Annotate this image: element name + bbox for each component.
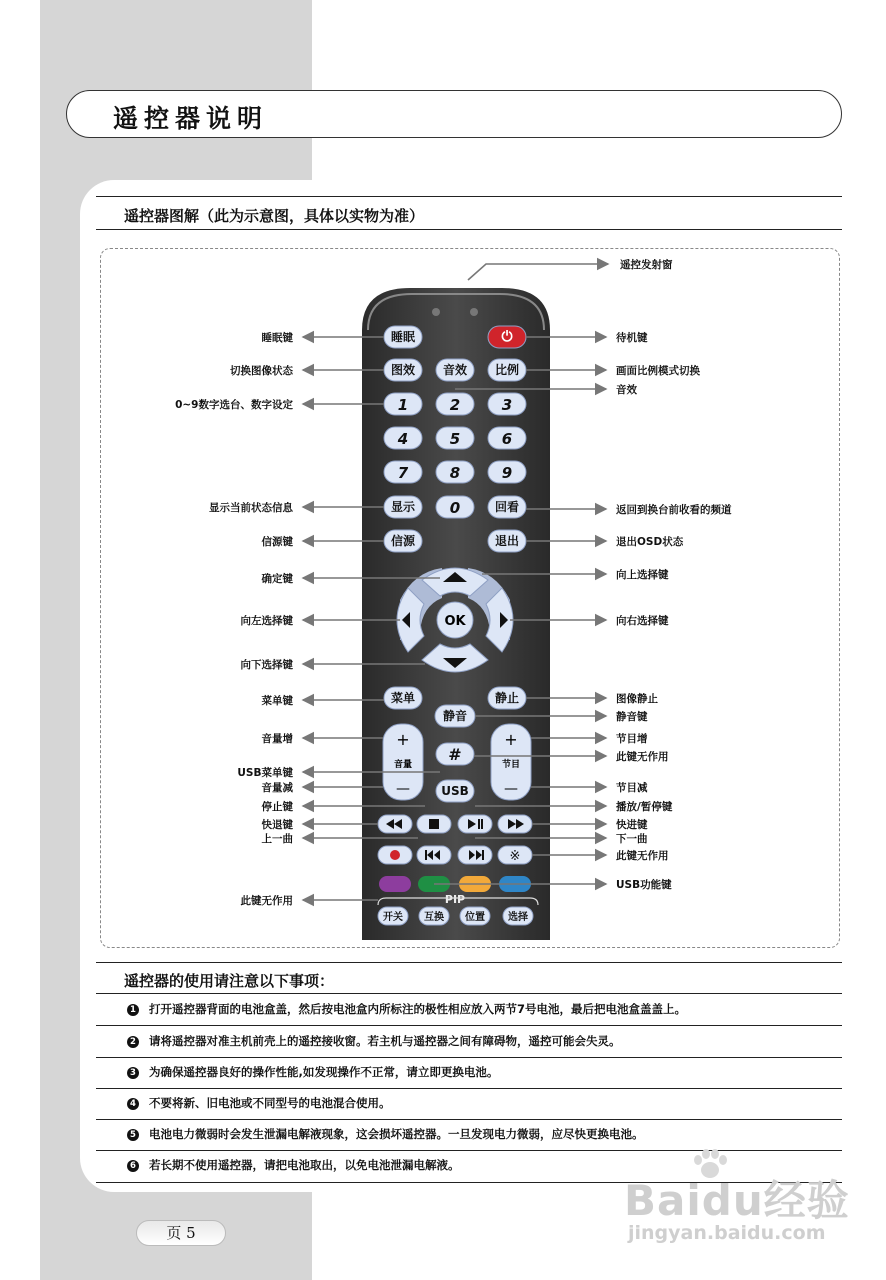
callout-label: 菜单键 — [261, 695, 293, 707]
picture-label: 图效 — [390, 363, 416, 377]
asterisk-icon — [510, 849, 521, 864]
callout-label: 此键无作用 — [240, 895, 293, 907]
callout-label: 静音键 — [616, 711, 648, 723]
sound-button[interactable] — [436, 359, 474, 381]
asterisk-button[interactable] — [498, 846, 532, 864]
divider — [96, 962, 842, 963]
usb-button[interactable] — [436, 780, 474, 802]
note-item — [127, 1001, 686, 1017]
callout-label: 音效 — [616, 384, 637, 396]
note-number-badge: 4 — [127, 1098, 139, 1110]
ir-led — [470, 308, 478, 316]
digit-3-label: 3 — [501, 396, 513, 414]
divider — [96, 993, 842, 994]
sound-label: 音效 — [442, 363, 468, 377]
digit-6-button[interactable] — [488, 427, 526, 449]
digit-5-button[interactable] — [436, 427, 474, 449]
note-text: 若长期不使用遥控器，请把电池取出，以免电池泄漏电解液。 — [149, 1158, 460, 1172]
note-item — [127, 1095, 391, 1111]
pip-position-label: 位置 — [465, 912, 485, 923]
watermark-url: jingyan.baidu.com — [628, 1222, 826, 1244]
recall-label: 回看 — [494, 500, 520, 514]
rewind-button[interactable] — [378, 815, 412, 833]
callout-label: 上一曲 — [261, 833, 293, 845]
note-text: 为确保遥控器良好的操作性能,如发现操作不正常，请立即更换电池。 — [149, 1065, 499, 1079]
note-text: 请将遥控器对准主机前壳上的遥控接收窗。若主机与遥控器之间有障碍物，遥控可能会失灵。 — [149, 1034, 621, 1048]
page-title: 遥控器说明 — [113, 104, 269, 133]
source-label: 信源 — [390, 534, 416, 548]
power-label: ⏻ — [501, 329, 513, 345]
pip-onoff-label: 开关 — [383, 912, 403, 923]
note-text: 不要将新、旧电池或不同型号的电池混合使用。 — [149, 1096, 391, 1110]
callout-label: 向左选择键 — [240, 615, 293, 627]
note-number-badge: 2 — [127, 1036, 139, 1048]
callout-label: 信源键 — [261, 536, 293, 548]
record-icon — [390, 850, 400, 860]
callout-label: 图像静止 — [616, 693, 658, 705]
callout-label: 确定键 — [261, 573, 293, 585]
callout-label: 向右选择键 — [616, 615, 669, 627]
callout-label: USB功能键 — [616, 879, 672, 891]
callout-arrow — [468, 264, 608, 280]
freeze-button[interactable] — [488, 687, 526, 709]
note-number-badge: 6 — [127, 1160, 139, 1172]
pip-onoff-button[interactable] — [378, 907, 408, 925]
stop-button[interactable] — [417, 815, 451, 833]
callout-label: 快退键 — [261, 819, 293, 831]
next-button[interactable] — [458, 846, 492, 864]
digit-8-button[interactable] — [436, 461, 474, 483]
vol-minus: — — [396, 781, 410, 797]
digit-0-button[interactable] — [436, 496, 474, 518]
callout-label: USB菜单键 — [237, 767, 293, 779]
digit-7-label: 7 — [397, 464, 409, 482]
callout-label: 下一曲 — [616, 833, 648, 845]
ok-button[interactable] — [437, 602, 473, 638]
previous-button[interactable] — [417, 846, 451, 864]
digit-7-button[interactable] — [384, 461, 422, 483]
callout-label: 音量增 — [261, 733, 293, 745]
digit-4-label: 4 — [397, 430, 409, 448]
note-number-badge: 1 — [127, 1004, 139, 1016]
display-label: 显示 — [390, 500, 416, 514]
digit-4-button[interactable] — [384, 427, 422, 449]
divider — [96, 1150, 842, 1151]
menu-label: 菜单 — [390, 691, 416, 705]
ch-minus: — — [504, 781, 518, 797]
digit-1-button[interactable] — [384, 393, 422, 415]
ch-label: 节目 — [501, 760, 521, 770]
digit-9-button[interactable] — [488, 461, 526, 483]
exit-label: 退出 — [494, 534, 520, 548]
callout-label: 此键无作用 — [616, 850, 669, 862]
note-item — [127, 1064, 498, 1080]
note-text: 打开遥控器背面的电池盒盖，然后按电池盒内所标注的极性相应放入两节7号电池，最后把电池盒盖盖上。 — [149, 1002, 686, 1016]
record-button[interactable] — [378, 846, 412, 864]
note-text: 电池电力微弱时会发生泄漏电解液现象，这会损坏遥控器。一旦发现电力微弱，应尽快更换电池。 — [149, 1127, 644, 1141]
digit-5-label: 5 — [449, 430, 461, 448]
digit-2-button[interactable] — [436, 393, 474, 415]
pip-select-label: 选择 — [508, 912, 528, 923]
callout-label: 此键无作用 — [616, 751, 669, 763]
hash-label: # — [448, 745, 462, 764]
freeze-label: 静止 — [494, 691, 520, 705]
play-pause-button[interactable] — [458, 815, 492, 833]
recall-button[interactable] — [488, 496, 526, 518]
usb-label: USB — [441, 784, 469, 798]
svg-text:※: ※ — [509, 849, 521, 864]
digit-1-label: 1 — [397, 396, 409, 414]
source-button[interactable] — [384, 530, 422, 552]
callout-label: 节目增 — [616, 733, 648, 745]
notes-section-title: 遥控器的使用请注意以下事项： — [124, 972, 335, 990]
callout-label: 0~9数字选台、数字设定 — [175, 399, 293, 411]
sleep-label: 睡眠 — [390, 330, 416, 344]
callout-label: 播放/暂停键 — [616, 801, 673, 813]
callout-label: 向上选择键 — [616, 569, 669, 581]
sleep-button[interactable] — [384, 326, 422, 348]
diagram-section-title: 遥控器图解（此为示意图，具体以实物为准） — [124, 207, 425, 225]
callout-label: 切换图像状态 — [230, 365, 293, 377]
callout-label: 快进键 — [616, 819, 648, 831]
volume-rocker[interactable] — [383, 724, 423, 800]
callout-label: 退出OSD状态 — [616, 536, 684, 548]
vol-label: 音量 — [393, 760, 413, 770]
callout-label: 停止键 — [261, 801, 293, 813]
ir-led — [432, 308, 440, 316]
watermark-logo: Baidu经验 — [624, 1176, 850, 1225]
ratio-button[interactable] — [488, 359, 526, 381]
power-button[interactable] — [488, 326, 526, 348]
callout-label: 待机键 — [616, 332, 648, 344]
callout-label: 节目减 — [616, 782, 648, 794]
note-number-badge: 3 — [127, 1067, 139, 1079]
digit-3-button[interactable] — [488, 393, 526, 415]
stop-icon — [429, 819, 439, 829]
mute-label: 静音 — [442, 709, 468, 723]
ch-plus: + — [504, 730, 518, 749]
digit-0-label: 0 — [449, 499, 461, 517]
callout-label: 返回到换台前收看的频道 — [616, 504, 732, 516]
hash-button[interactable] — [436, 743, 474, 765]
divider — [96, 1057, 842, 1058]
pip-select-button[interactable] — [503, 907, 533, 925]
picture-button[interactable] — [384, 359, 422, 381]
note-item — [127, 1157, 460, 1173]
note-item — [127, 1033, 621, 1049]
divider — [96, 1119, 842, 1120]
ok-label: OK — [444, 614, 466, 629]
display-button[interactable] — [384, 496, 422, 518]
digit-2-label: 2 — [449, 396, 461, 414]
callout-label: 显示当前状态信息 — [209, 502, 293, 514]
vol-plus: + — [396, 730, 410, 749]
callout-label: 画面比例模式切换 — [616, 365, 700, 377]
page-number: 页 5 — [136, 1220, 226, 1246]
digit-6-label: 6 — [501, 430, 513, 448]
fast-forward-button[interactable] — [498, 815, 532, 833]
digit-8-label: 8 — [449, 464, 461, 482]
purple-key-button[interactable] — [379, 876, 411, 892]
pip-position-button[interactable] — [460, 907, 490, 925]
ratio-label: 比例 — [494, 363, 520, 377]
digit-9-label: 9 — [501, 464, 513, 482]
callout-label: 遥控发射窗 — [620, 259, 673, 271]
exit-button[interactable] — [488, 530, 526, 552]
menu-button[interactable] — [384, 687, 422, 709]
callout-label: 向下选择键 — [240, 659, 293, 671]
callout-label: 音量减 — [261, 782, 293, 794]
mute-button[interactable] — [435, 705, 475, 727]
channel-rocker[interactable] — [491, 724, 531, 800]
note-item — [127, 1126, 644, 1142]
note-number-badge: 5 — [127, 1129, 139, 1141]
divider — [96, 1088, 842, 1089]
callout-label: 睡眠键 — [261, 332, 293, 344]
pip-swap-button[interactable] — [419, 907, 449, 925]
divider — [96, 1025, 842, 1026]
pip-title: PIP — [444, 893, 466, 906]
pip-swap-label: 互换 — [424, 912, 444, 923]
